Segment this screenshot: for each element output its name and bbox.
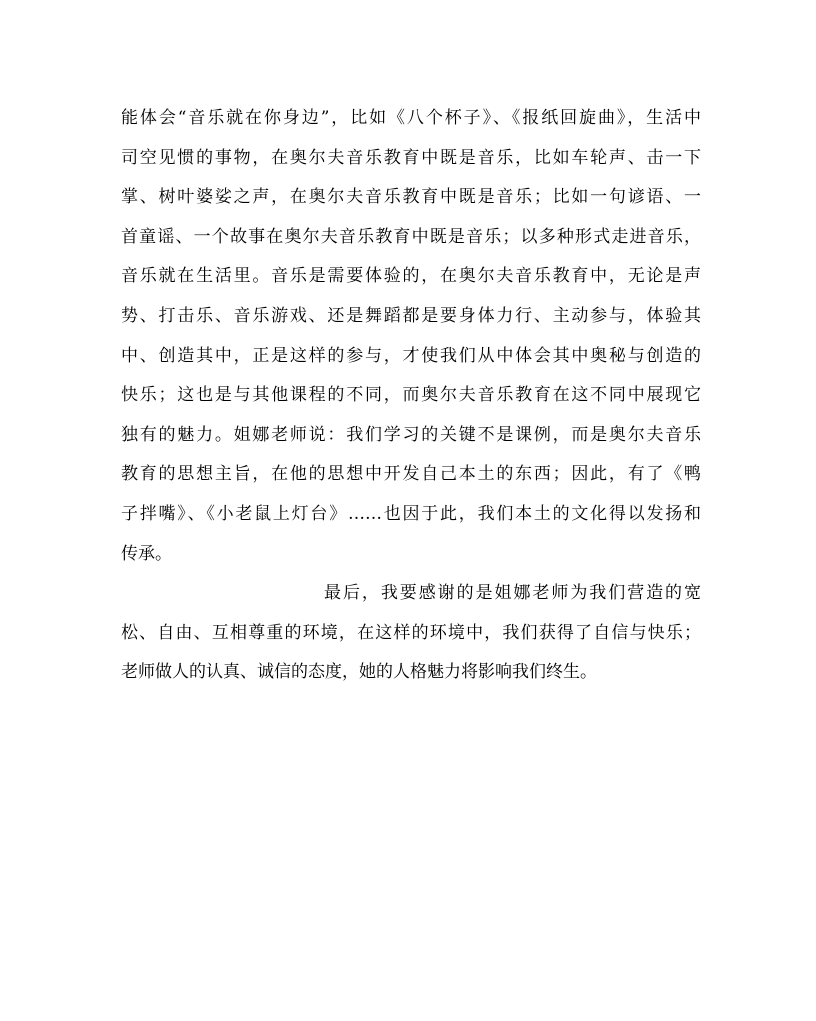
text-line: 子拌嘴》、《小老鼠上灯台》……也因于此，我们本土的文化得以发扬和: [121, 503, 701, 524]
text-line: 教育的思想主旨，在他的思想中开发自己本土的东西；因此，有了《鸭: [121, 464, 701, 485]
text-line: 音乐就在生活里。音乐是需要体验的，在奥尔夫音乐教育中，无论是声: [121, 266, 701, 287]
text-line: 快乐；这也是与其他课程的不同，而奥尔夫音乐教育在这不同中展现它: [121, 385, 701, 406]
text-line: 势、打击乐、音乐游戏、还是舞蹈都是要身体力行、主动参与，体验其: [121, 305, 701, 326]
document-body: [121, 99, 701, 693]
text-line: 能体会“音乐就在你身边”，比如《八个杯子》、《报纸回旋曲》，生活中: [121, 108, 701, 128]
text-line: 松、自由、互相尊重的环境，在这样的环境中，我们获得了自信与快乐；: [121, 622, 701, 643]
text-line: 首童谣、一个故事在奥尔夫音乐教育中既是音乐；以多种形式走进音乐，: [121, 226, 701, 247]
text-line: 中、创造其中，正是这样的参与，才使我们从中体会其中奥秘与创造的: [121, 345, 701, 366]
text-line: 传承。: [121, 543, 172, 564]
text-line: 独有的魅力。姐娜老师说：我们学习的关键不是课例，而是奥尔夫音乐: [121, 424, 701, 445]
text-line: 司空见惯的事物，在奥尔夫音乐教育中既是音乐，比如车轮声、击一下: [121, 147, 701, 168]
text-line: 掌、树叶婆娑之声，在奥尔夫音乐教育中既是音乐；比如一句谚语、一: [121, 187, 701, 208]
text-line: 最后，我要感谢的是姐娜老师为我们营造的宽: [324, 583, 701, 604]
text-line: 老师做人的认真、诚信的态度，她的人格魅力将影响我们终生。: [121, 662, 597, 683]
